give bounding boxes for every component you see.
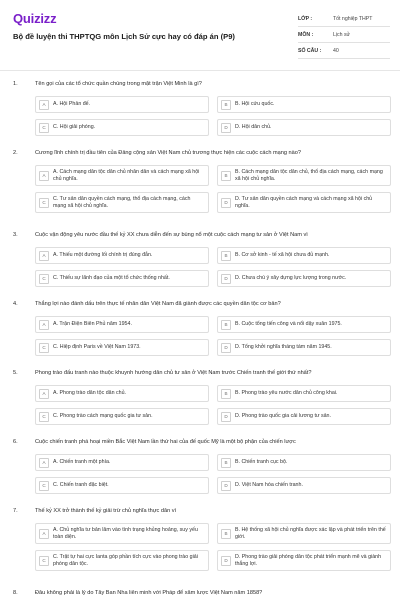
option-text: C. Hiệp định Paris về Việt Nam 1973. (53, 344, 141, 351)
option-a[interactable] (35, 316, 209, 333)
option-letter: C (39, 481, 49, 491)
option-d[interactable] (217, 408, 391, 425)
question-4 (13, 300, 391, 356)
option-letter: B (221, 100, 231, 110)
option-b[interactable] (217, 316, 391, 333)
option-a[interactable] (35, 523, 209, 544)
option-text: C. Phong trào cách mạng quốc gia tư sản. (53, 413, 153, 420)
question-5 (13, 369, 391, 425)
meta-key: MÔN : (298, 31, 314, 38)
question-text: Phong trào đấu tranh nào thuộc khuynh hướng dân chủ tư sản ở Việt Nam trước Chiến tranh thế giới thứ nhất? (35, 370, 312, 376)
option-text: C. Thiếu sự lãnh đạo của một tổ chức thống nhất. (53, 275, 170, 282)
option-text: B. Cách mạng dân tộc dân chủ, thổ địa cách mạng, cách mạng xã hội chủ nghĩa. (235, 169, 383, 182)
worksheet-header (0, 0, 400, 71)
option-letter: D (221, 343, 231, 353)
option-letter: A (39, 529, 49, 539)
meta-row-subject (298, 27, 390, 43)
option-a[interactable] (35, 454, 209, 471)
option-d[interactable] (217, 270, 391, 287)
option-text: D. Phong trào giải phóng dân tộc phát triển mạnh mẽ và giành thắng lợi. (235, 554, 382, 567)
option-c[interactable] (35, 270, 209, 287)
meta-value: Lịch sử (333, 31, 351, 38)
option-letter: B (221, 389, 231, 399)
option-c[interactable] (35, 408, 209, 425)
option-text: A. Chủ nghĩa tư bản lâm vào tình trạng khủng hoảng, suy yếu toàn diện. (53, 527, 198, 540)
option-b[interactable] (217, 385, 391, 402)
option-letter: B (221, 458, 231, 468)
option-text: B. Hội cứu quốc. (235, 101, 275, 108)
question-number: 1. (13, 81, 18, 87)
question-text: Thắng lợi nào đánh dấu trên thực tế nhân dân Việt Nam đã giành được các quyền dân tộc cơ bản? (35, 301, 281, 307)
question-1 (13, 80, 391, 136)
option-c[interactable] (35, 550, 209, 571)
option-text: A. Trận Điện Biên Phủ năm 1954. (53, 321, 132, 328)
option-a[interactable] (35, 385, 209, 402)
option-text: B. Phong trào yêu nước dân chủ công khai. (235, 390, 338, 397)
question-number: 4. (13, 301, 18, 307)
page-title: Bộ đề luyện thi THPTQG môn Lịch Sử cực hay có đáp án (P9) (13, 32, 235, 41)
meta-row-class (298, 11, 390, 27)
question-8 (13, 589, 391, 597)
option-letter: A (39, 389, 49, 399)
option-d[interactable] (217, 192, 391, 213)
question-number: 5. (13, 370, 18, 376)
question-number: 2. (13, 150, 18, 156)
quizizz-logo: Quizizz (13, 11, 57, 26)
option-d[interactable] (217, 477, 391, 494)
option-letter: D (221, 274, 231, 284)
option-text: A. Thiếu một đường lối chính trị đúng đắn. (53, 252, 153, 259)
option-text: B. Chiến tranh cục bộ. (235, 459, 288, 466)
option-b[interactable] (217, 96, 391, 113)
option-text: D. Tư sản dân quyền cách mạng và cách mạng xã hội chủ nghĩa. (235, 196, 373, 209)
question-text: Cuộc vận động yêu nước đầu thế kỷ XX chưa diễn đến sự bùng nổ một cuộc cách mạng tư sản ở Việt Nam vì (35, 232, 308, 238)
question-number: 8. (13, 590, 18, 596)
option-text: C. Tư sản dân quyền cách mạng, thổ địa cách mạng, cách mạng xã hội chủ nghĩa. (53, 196, 191, 209)
question-text: Cương lĩnh chính trị đầu tiên của Đảng cộng sản Việt Nam chủ trương thực hiện các cuộc cách mạng nào? (35, 150, 301, 156)
option-text: A. Phong trào dân tộc dân chủ. (53, 390, 127, 397)
option-text: C. Trật tự hai cực Ianta góp phần tích cực vào phong trào giải phóng dân tộc. (53, 554, 198, 567)
option-letter: D (221, 412, 231, 422)
option-letter: C (39, 198, 49, 208)
question-text: Cuộc chiến tranh phá hoại miền Bắc Việt Nam lần thứ hai của đế quốc Mỹ là một bộ phận của chiến lược (35, 439, 296, 445)
option-d[interactable] (217, 550, 391, 571)
meta-value: Tốt nghiệp THPT (333, 15, 373, 22)
question-number: 7. (13, 508, 18, 514)
option-text: B. Cuộc tổng tiến công và nổi dậy xuân 1975. (235, 321, 342, 328)
meta-key: LỚP : (298, 15, 313, 22)
option-text: D. Việt Nam hóa chiến tranh. (235, 482, 303, 489)
meta-table (298, 11, 390, 59)
option-letter: C (39, 412, 49, 422)
option-text: A. Hội Phản đế. (53, 101, 91, 108)
option-letter: A (39, 100, 49, 110)
option-c[interactable] (35, 477, 209, 494)
option-text: B. Cơ sở kinh - tế xã hội chưa đủ mạnh. (235, 252, 330, 259)
option-letter: C (39, 123, 49, 133)
option-a[interactable] (35, 247, 209, 264)
option-letter: C (39, 556, 49, 566)
option-a[interactable] (35, 96, 209, 113)
option-text: A. Cách mạng dân tộc dân chủ nhân dân và cách mạng xã hội chủ nghĩa. (53, 169, 200, 182)
option-c[interactable] (35, 119, 209, 136)
meta-value: 40 (333, 47, 339, 54)
option-text: C. Chiến tranh đặc biệt. (53, 482, 109, 489)
option-text: B. Hệ thống xã hội chủ nghĩa được xác lập và phát triển trên thế giới. (235, 527, 386, 540)
option-letter: A (39, 251, 49, 261)
option-letter: B (221, 171, 231, 181)
option-letter: D (221, 556, 231, 566)
option-b[interactable] (217, 247, 391, 264)
question-2 (13, 149, 391, 213)
question-text: Đâu không phải là lý do Tây Ban Nha liên minh với Pháp để xâm lược Việt Nam năm 1858? (35, 590, 263, 596)
option-letter: D (221, 481, 231, 491)
option-letter: D (221, 123, 231, 133)
question-text: Thế kỷ XX trở thành thế kỷ giải trừ chủ nghĩa thực dân vì (35, 508, 177, 514)
question-text: Tên gọi của các tổ chức quần chúng trong mặt trận Việt Minh là gì? (35, 81, 202, 87)
option-letter: A (39, 171, 49, 181)
option-d[interactable] (217, 339, 391, 356)
question-7 (13, 507, 391, 571)
option-a[interactable] (35, 165, 209, 186)
meta-row-count (298, 43, 390, 59)
option-text: A. Chiến tranh một phía. (53, 459, 111, 466)
option-b[interactable] (217, 165, 391, 186)
question-number: 3. (13, 232, 18, 238)
option-letter: C (39, 343, 49, 353)
option-text: D. Hội dân chủ. (235, 124, 272, 131)
option-text: D. Chưa chú ý xây dựng lực lượng trong nước. (235, 275, 347, 282)
question-number: 6. (13, 439, 18, 445)
option-text: C. Hội giải phóng. (53, 124, 96, 131)
question-6 (13, 438, 391, 494)
option-letter: B (221, 251, 231, 261)
option-b[interactable] (217, 454, 391, 471)
option-d[interactable] (217, 119, 391, 136)
meta-key: SỐ CÂU : (298, 47, 322, 54)
option-text: D. Phong trào quốc gia cải lương tư sản. (235, 413, 331, 420)
option-letter: B (221, 320, 231, 330)
option-letter: A (39, 458, 49, 468)
option-letter: B (221, 529, 231, 539)
option-letter: C (39, 274, 49, 284)
option-c[interactable] (35, 339, 209, 356)
option-letter: D (221, 198, 231, 208)
option-b[interactable] (217, 523, 391, 544)
option-c[interactable] (35, 192, 209, 213)
option-letter: A (39, 320, 49, 330)
option-text: D. Tổng khởi nghĩa tháng tám năm 1945. (235, 344, 332, 351)
question-3 (13, 231, 391, 287)
